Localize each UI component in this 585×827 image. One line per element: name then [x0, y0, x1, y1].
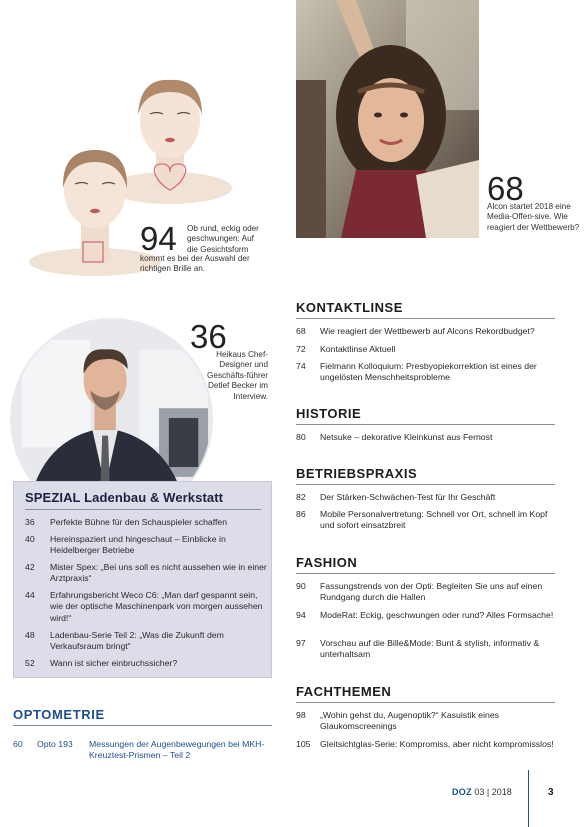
toc-entry[interactable]: [296, 344, 558, 355]
toc-entry[interactable]: [25, 630, 270, 653]
toc-entry[interactable]: [296, 509, 558, 532]
toc-page-number: 90: [296, 581, 306, 591]
teaser-68-number: 68: [487, 170, 524, 207]
toc-page-number: 52: [25, 658, 35, 668]
toc-page-number: 97: [296, 638, 306, 648]
toc-entry-title: Vorschau auf die Bille&Mode: Bunt & stylish, informativ & unterhaltsam: [320, 638, 540, 660]
toc-entry-title: Netsuke – dekorative Kleinkunst aus Fernost: [320, 432, 493, 442]
toc-page-number: 82: [296, 492, 306, 502]
toc-entry[interactable]: [25, 590, 270, 624]
teaser-94-text: Ob rund, eckig oder geschwungen: Auf die Gesichtsform: [187, 224, 259, 254]
section-title-optometrie: OPTOMETRIE: [13, 707, 105, 722]
toc-entry-title: Fassungstrends von der Opti: Begleiten Sie uns auf einen Rundgang durch die Hallen: [320, 581, 543, 603]
toc-entry-title: Wie reagiert der Wettbewerb auf Alcons Rekordbudget?: [320, 326, 535, 336]
toc-page-number: 40: [25, 534, 35, 544]
section-divider: [296, 424, 555, 425]
teaser-94-number: 94: [140, 220, 177, 257]
toc-entry-title: ModeRat: Eckig, geschwungen oder rund? Alles Formsache!: [320, 610, 554, 620]
toc-entry-title: Der Stärken-Schwächen-Test für Ihr Geschäft: [320, 492, 496, 502]
section-title-kontaktlinse: KONTAKTLINSE: [296, 300, 403, 315]
toc-entry-title: Mister Spex: „Bei uns soll es nicht aussehen wie in einer Arztpraxis“: [50, 562, 267, 584]
toc-entry[interactable]: [296, 710, 558, 733]
toc-entry[interactable]: [296, 610, 558, 621]
toc-entry-label: Opto 193: [37, 739, 73, 749]
toc-entry-title: Erfahrungsbericht Weco C6: „Man darf gespannt sein, wie der optische Maschinenpark von morgen aussehen wird!“: [50, 590, 263, 623]
toc-entry[interactable]: [25, 517, 270, 528]
section-divider: [296, 318, 555, 319]
toc-entry-title: Mobile Personalvertretung: Schnell vor Ort, schnell im Kopf und sofort einsatzbreit: [320, 509, 548, 531]
teaser-68-text: Alcon startet 2018 eine Media-Offen-sive. Wie reagiert der Wettbewerb?: [487, 202, 580, 232]
section-divider: [296, 573, 555, 574]
spezial-divider: [25, 509, 261, 510]
toc-page-number: 105: [296, 739, 311, 749]
toc-entry[interactable]: [13, 739, 273, 762]
toc-entry[interactable]: [296, 361, 558, 384]
section-title-fachthemen: FACHTHEMEN: [296, 684, 392, 699]
toc-entry[interactable]: [296, 581, 558, 604]
spezial-title: SPEZIAL Ladenbau & Werkstatt: [25, 490, 224, 505]
footer-issue: [452, 787, 512, 797]
teaser-36-text: Heikaus Chef-Designer und Geschäfts-führer Detlef Becker im Interview.: [207, 350, 268, 401]
toc-page-number: 36: [25, 517, 35, 527]
toc-page-number: 48: [25, 630, 35, 640]
toc-entry-title: Hereinspaziert und hingeschaut – Einblicke in Heidelberger Betriebe: [50, 534, 226, 556]
teaser-94-text-cont: kommt es bei der Auswahl der richtigen Brille an.: [140, 254, 250, 274]
toc-entry[interactable]: [25, 534, 270, 557]
toc-entry[interactable]: [296, 739, 558, 750]
festival-woman-photo: [296, 0, 479, 238]
toc-page-number: 42: [25, 562, 35, 572]
page-number: 3: [548, 787, 554, 798]
section-divider: [296, 484, 555, 485]
section-divider: [296, 702, 555, 703]
toc-entry-title: „Wohin gehst du, Augenoptik?“ Kasuistik eines Glaukomscreenings: [320, 710, 500, 732]
toc-entry[interactable]: [296, 492, 558, 503]
toc-entry-title: Kontaktlinse Aktuell: [320, 344, 396, 354]
section-title-historie: HISTORIE: [296, 406, 362, 421]
toc-entry[interactable]: [25, 658, 270, 669]
footer-divider: [528, 770, 529, 827]
toc-page-number: 60: [13, 739, 23, 749]
toc-entry[interactable]: [296, 638, 558, 661]
section-title-betriebspraxis: BETRIEBSPRAXIS: [296, 466, 418, 481]
section-divider: [13, 725, 272, 726]
toc-page-number: 94: [296, 610, 306, 620]
toc-entry[interactable]: [296, 432, 558, 443]
toc-entry-title: Fielmann Kolloquium: Presbyopiekorrektion ist eines der ungelösten Menschheitsprobleme: [320, 361, 537, 383]
toc-entry-title: Ladenbau-Serie Teil 2: „Was die Zukunft dem Verkaufsraum bringt“: [50, 630, 224, 652]
toc-entry-title: Perfekte Bühne für den Schauspieler schaffen: [50, 517, 228, 527]
toc-page-number: 44: [25, 590, 35, 600]
spezial-box: [13, 481, 272, 678]
toc-page-number: 74: [296, 361, 306, 371]
toc-page-number: 68: [296, 326, 306, 336]
magazine-name: DOZ: [452, 787, 472, 797]
toc-entry[interactable]: [25, 562, 270, 585]
teaser-36-number: 36: [190, 318, 227, 355]
toc-entry[interactable]: [296, 326, 558, 337]
toc-page-number: 98: [296, 710, 306, 720]
toc-entry-title: Messungen der Augenbewegungen bei MKH-Kreuztest-Prismen – Teil 2: [89, 739, 265, 761]
toc-page-number: 86: [296, 509, 306, 519]
toc-page-number: 80: [296, 432, 306, 442]
toc-page-number: 72: [296, 344, 306, 354]
section-title-fashion: FASHION: [296, 555, 358, 570]
toc-entry-title: Gleitsichtglas-Serie: Kompromiss, aber nicht kompromisslos!: [320, 739, 554, 749]
issue-number: 03 | 2018: [474, 787, 512, 797]
toc-entry-title: Wann ist sicher einbruchssicher?: [50, 658, 178, 668]
